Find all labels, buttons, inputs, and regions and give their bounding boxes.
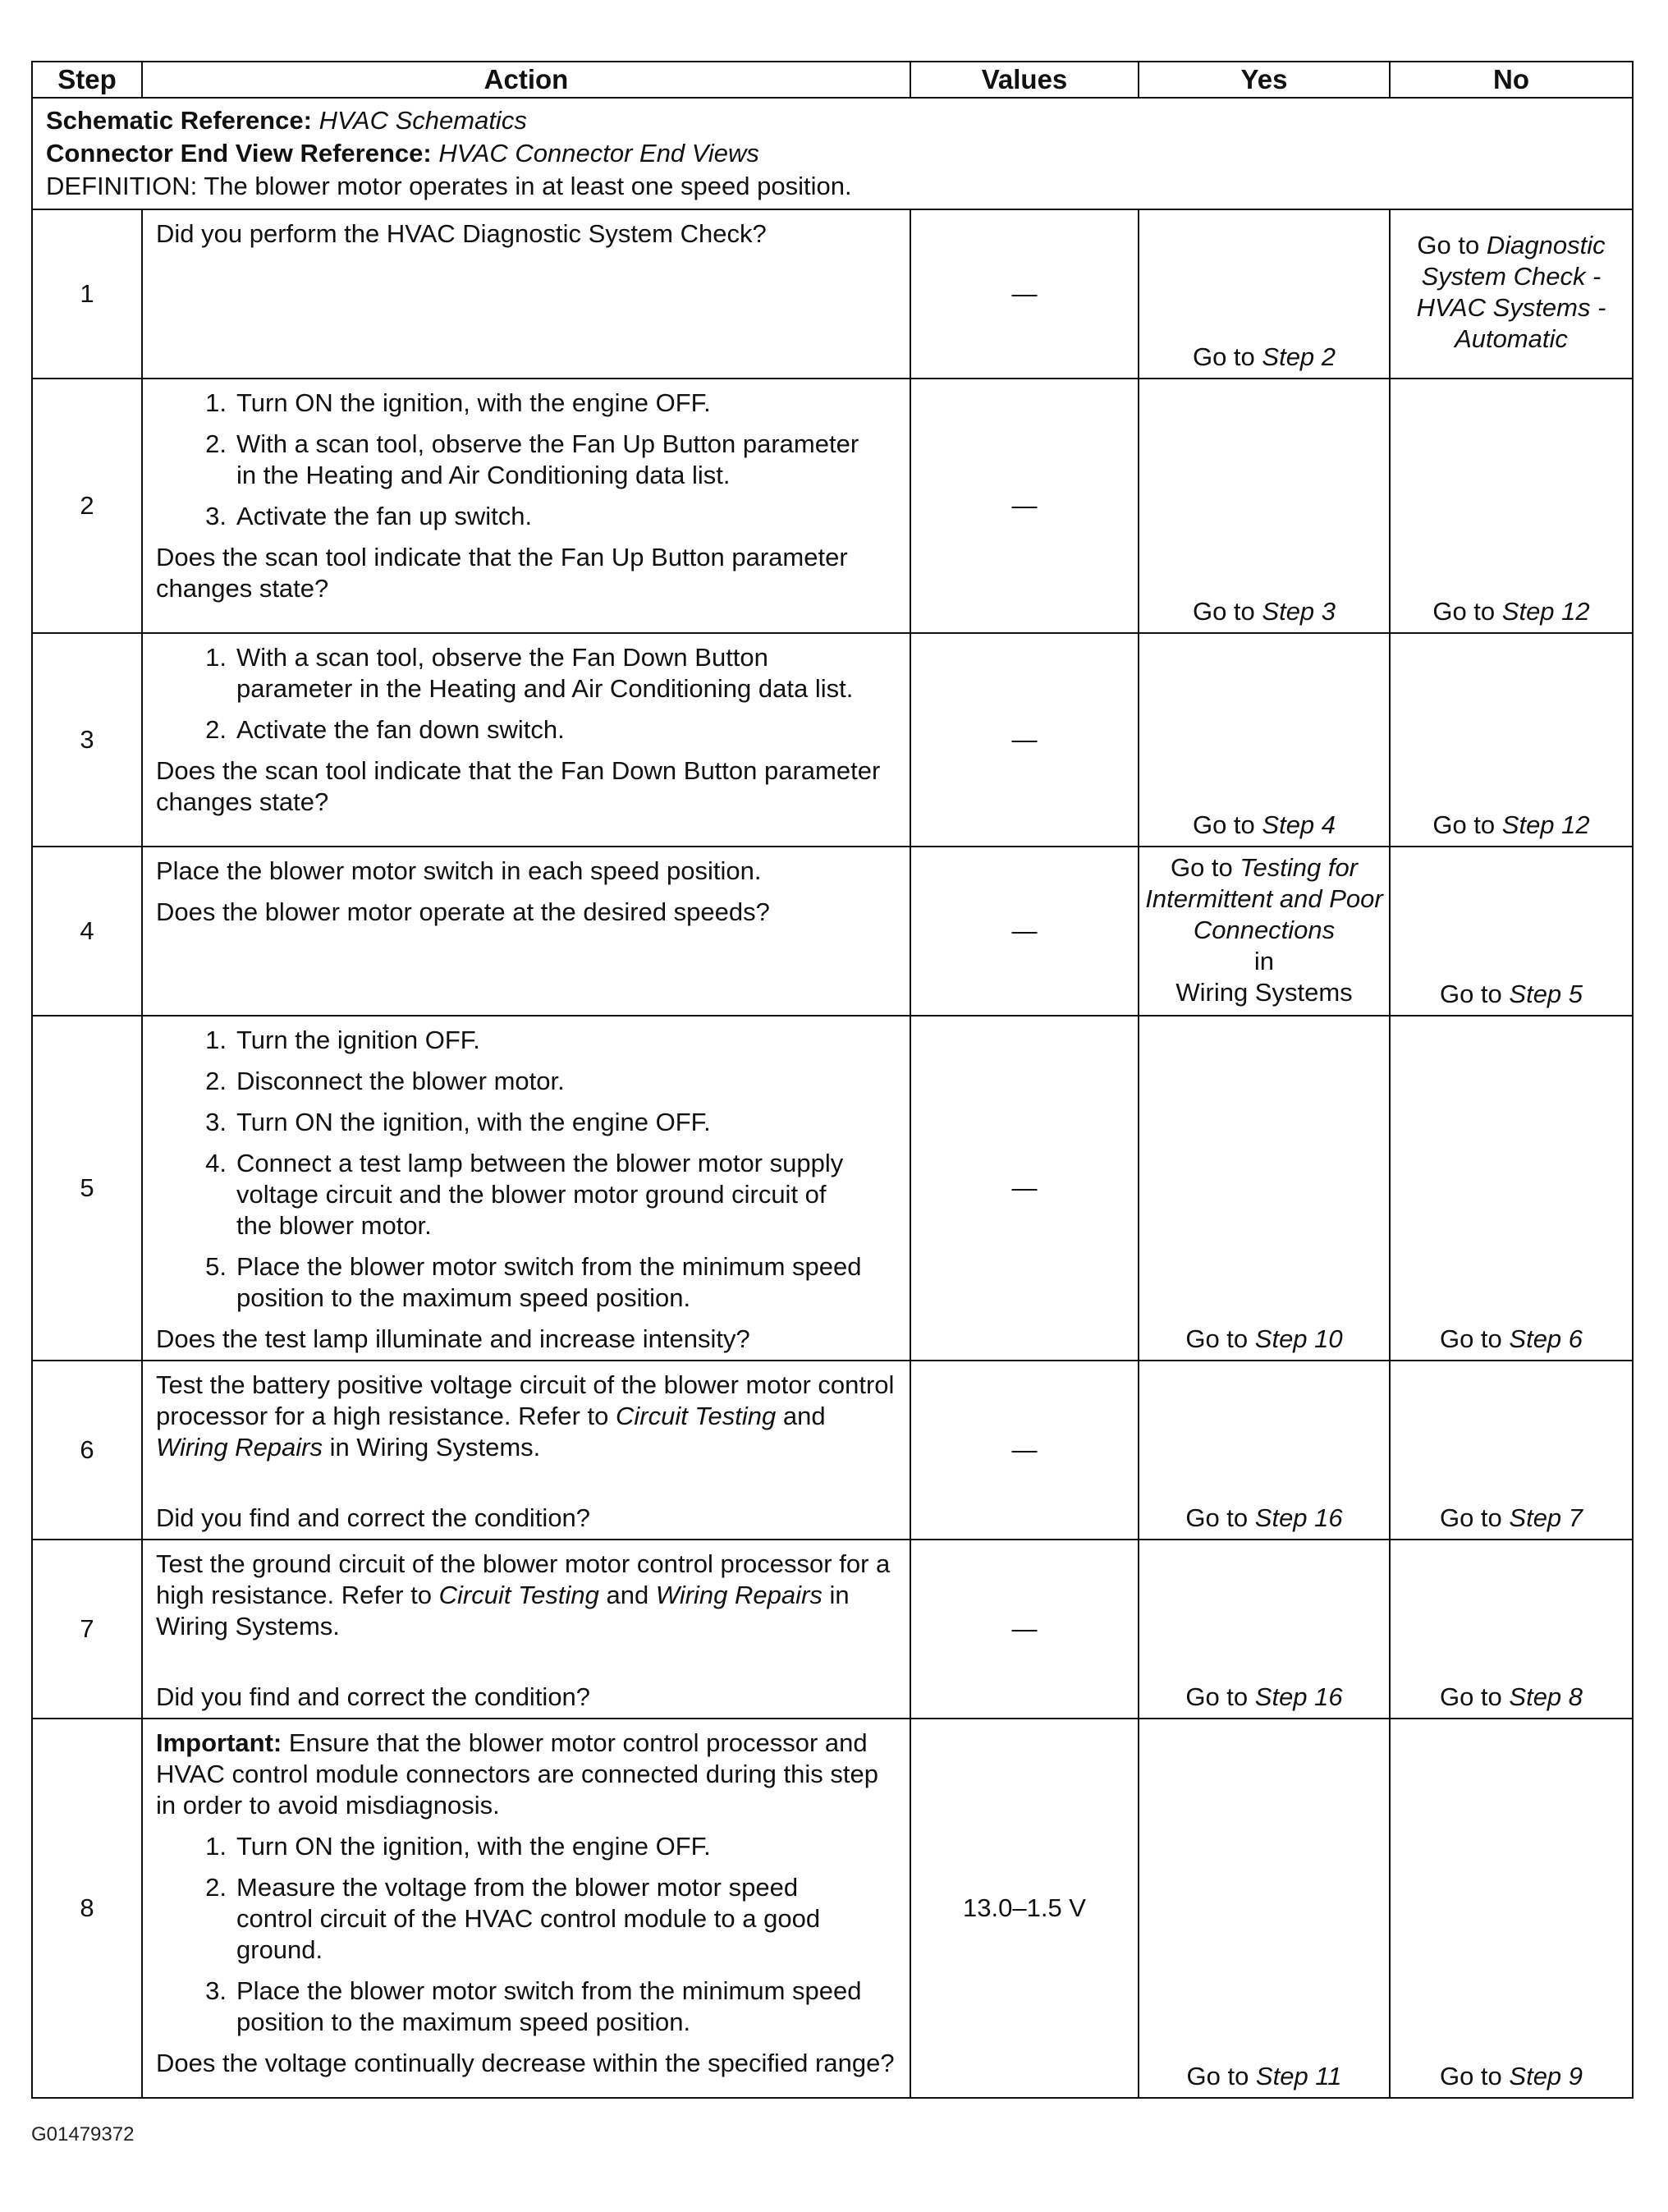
step-number: 1: [32, 209, 142, 379]
step-action: [142, 209, 910, 379]
step-yes: [1139, 379, 1390, 633]
header-no: No: [1390, 62, 1633, 98]
step-instructions: [156, 1025, 901, 1314]
no-result: [1391, 810, 1632, 841]
step-yes: [1139, 633, 1390, 847]
header-step: Step: [32, 62, 142, 98]
yes-link[interactable]: Testing for Intermittent and Poor Connections: [1145, 853, 1383, 944]
step-question: Did you find and correct the condition?: [156, 1503, 591, 1532]
list-item: 4. Connect a test lamp between the blower motor supply voltage circuit and the blower motor ground circuit of the blower motor.: [205, 1149, 844, 1240]
list-item: 2. With a scan tool, observe the Fan Up Button parameter in the Heating and Air Conditioning data list.: [205, 429, 859, 489]
no-prefix: Go to: [1439, 1503, 1510, 1532]
step-value: —: [910, 847, 1139, 1016]
yes-prefix: Go to: [1185, 1503, 1255, 1532]
step-row: [32, 633, 1633, 847]
no-result: [1391, 1503, 1632, 1534]
step-question: Does the blower motor operate at the desired speeds?: [156, 897, 770, 926]
step-row: [32, 379, 1633, 633]
list-item: 1. Turn the ignition OFF.: [205, 1026, 480, 1054]
no-link[interactable]: Step 12: [1501, 597, 1590, 626]
yes-link[interactable]: Step 16: [1254, 1503, 1343, 1532]
step-question: Did you find and correct the condition?: [156, 1682, 591, 1711]
step-question: Did you perform the HVAC Diagnostic System Check?: [156, 219, 767, 248]
no-prefix: Go to: [1432, 810, 1502, 839]
list-item: 2. Activate the fan down switch.: [205, 715, 565, 744]
list-item: 2. Measure the voltage from the blower motor speed control circuit of the HVAC control module to a good ground.: [205, 1873, 821, 1964]
step-number: 2: [32, 379, 142, 633]
step-action: [142, 1016, 910, 1361]
step-value: 13.0–1.5 V: [910, 1719, 1139, 2098]
header-row: [32, 62, 1633, 98]
no-result: [1391, 230, 1632, 355]
yes-result: [1143, 852, 1386, 946]
step-yes: [1139, 209, 1390, 379]
step-action: [142, 847, 910, 1016]
step-instructions: [156, 388, 901, 532]
header-yes: Yes: [1139, 62, 1390, 98]
step-value: —: [910, 1361, 1139, 1540]
definition-text: DEFINITION: The blower motor operates in at least one speed position.: [46, 172, 852, 200]
step-number: 6: [32, 1361, 142, 1540]
step-number: 4: [32, 847, 142, 1016]
no-link[interactable]: Step 6: [1509, 1324, 1583, 1353]
header-values: Values: [910, 62, 1139, 98]
no-result: [1391, 1682, 1632, 1713]
step-no: [1390, 1361, 1633, 1540]
yes-result-in: in: [1253, 947, 1275, 975]
yes-link[interactable]: Step 4: [1262, 810, 1336, 839]
no-link[interactable]: Step 12: [1501, 810, 1590, 839]
wiring-repairs-link[interactable]: Wiring Repairs: [655, 1581, 823, 1609]
step-no: [1390, 1540, 1633, 1719]
step-row: [32, 1719, 1633, 2098]
step-question: Does the scan tool indicate that the Fan Up Button parameter changes state?: [156, 543, 848, 603]
list-item: 1. Turn ON the ignition, with the engine OFF.: [205, 388, 711, 417]
yes-result: [1139, 810, 1389, 841]
diagnostic-table: [31, 61, 1634, 2099]
list-item: 3. Place the blower motor switch from the minimum speed position to the maximum speed position.: [205, 1976, 862, 2036]
list-item: 1. With a scan tool, observe the Fan Down Button parameter in the Heating and Air Conditioning data list.: [205, 643, 854, 703]
step-question: Does the test lamp illuminate and increase intensity?: [156, 1324, 750, 1353]
no-link[interactable]: Diagnostic System Check - HVAC Systems - Automatic: [1416, 231, 1606, 353]
step-instructions: [156, 1831, 901, 2038]
yes-prefix: Go to: [1192, 810, 1262, 839]
step-no: [1390, 1016, 1633, 1361]
step-yes: [1139, 847, 1390, 1016]
schematic-reference: [46, 105, 1620, 136]
no-prefix: Go to: [1439, 1682, 1510, 1711]
step-intro: Test the ground circuit of the blower motor control processor for a high resistance. Refer to Circuit Testing and Wiring Repairs in Wiring Systems.: [156, 1549, 891, 1641]
no-prefix: Go to: [1417, 231, 1487, 259]
no-result: [1391, 2061, 1632, 2092]
step-number: 5: [32, 1016, 142, 1361]
no-prefix: Go to: [1439, 980, 1510, 1008]
yes-result: [1139, 2061, 1389, 2092]
no-prefix: Go to: [1432, 597, 1502, 626]
step-value: —: [910, 379, 1139, 633]
step-action: [142, 1540, 910, 1719]
step-instructions: [156, 642, 901, 746]
no-link[interactable]: Step 7: [1509, 1503, 1583, 1532]
step-intro: Place the blower motor switch in each speed position.: [156, 856, 762, 885]
yes-prefix: Go to: [1192, 597, 1262, 626]
reference-cell: [32, 98, 1633, 209]
list-item: 1. Turn ON the ignition, with the engine OFF.: [205, 1832, 711, 1861]
important-label: Important:: [156, 1728, 282, 1757]
no-prefix: Go to: [1439, 1324, 1510, 1353]
step-action: [142, 379, 910, 633]
list-item: 3. Turn ON the ignition, with the engine OFF.: [205, 1108, 711, 1136]
reference-row: [32, 98, 1633, 209]
yes-link[interactable]: Step 16: [1254, 1682, 1343, 1711]
list-item: 3. Activate the fan up switch.: [205, 502, 533, 530]
step-no: [1390, 1719, 1633, 2098]
figure-code: G01479372: [31, 2123, 135, 2145]
no-link[interactable]: Step 5: [1509, 980, 1583, 1008]
step-intro: Test the battery positive voltage circuit of the blower motor control processor for a high resistance. Refer to Circuit Testing and Wiring Repairs in Wiring Systems.: [156, 1370, 895, 1462]
step-no: [1390, 379, 1633, 633]
circuit-testing-link[interactable]: Circuit Testing: [615, 1402, 777, 1430]
step-row: [32, 1361, 1633, 1540]
step-row: [32, 1540, 1633, 1719]
yes-result: [1139, 342, 1389, 373]
step-no: [1390, 633, 1633, 847]
no-link[interactable]: Step 9: [1509, 2062, 1583, 2090]
step-number: 3: [32, 633, 142, 847]
no-prefix: Go to: [1439, 2062, 1510, 2090]
yes-link[interactable]: Step 10: [1254, 1324, 1343, 1353]
list-item: 5. Place the blower motor switch from the minimum speed position to the maximum speed position.: [205, 1252, 862, 1312]
step-value: —: [910, 1540, 1139, 1719]
step-row: [32, 847, 1633, 1016]
no-result: [1391, 1324, 1632, 1355]
yes-link[interactable]: Step 2: [1262, 342, 1336, 371]
schematic-reference-link[interactable]: HVAC Schematics: [318, 106, 527, 135]
connector-reference: [46, 138, 1620, 169]
yes-link[interactable]: Step 11: [1255, 2062, 1342, 2090]
yes-prefix: Go to: [1192, 342, 1262, 371]
step-value: —: [910, 633, 1139, 847]
step-no: [1390, 847, 1633, 1016]
yes-result: [1139, 1324, 1389, 1355]
yes-prefix: Go to: [1170, 853, 1240, 882]
no-link[interactable]: Step 8: [1509, 1682, 1583, 1711]
step-action: [142, 633, 910, 847]
yes-result: [1139, 1503, 1389, 1534]
step-row: [32, 1016, 1633, 1361]
yes-prefix: Go to: [1186, 2062, 1256, 2090]
step-number: 8: [32, 1719, 142, 2098]
header-action: Action: [142, 62, 910, 98]
yes-link[interactable]: Step 3: [1262, 597, 1336, 626]
yes-result: [1139, 1682, 1389, 1713]
wiring-repairs-link[interactable]: Wiring Repairs: [156, 1433, 323, 1462]
connector-reference-label: Connector End View Reference:: [46, 139, 432, 168]
schematic-reference-label: Schematic Reference:: [46, 106, 312, 135]
yes-result-manual: Wiring Systems: [1175, 978, 1353, 1007]
step-yes: [1139, 1719, 1390, 2098]
yes-result: [1139, 596, 1389, 627]
yes-prefix: Go to: [1185, 1324, 1255, 1353]
step-value: —: [910, 209, 1139, 379]
step-action: [142, 1719, 910, 2098]
no-result: [1391, 979, 1632, 1010]
circuit-testing-link[interactable]: Circuit Testing: [438, 1581, 599, 1609]
step-yes: [1139, 1016, 1390, 1361]
step-question: Does the voltage continually decrease within the specified range?: [156, 2049, 895, 2077]
step-number: 7: [32, 1540, 142, 1719]
important-note: Important: Ensure that the blower motor control processor and HVAC control module connectors are connected during this step in order to avoid misdiagnosis.: [156, 1728, 878, 1820]
step-no: [1390, 209, 1633, 379]
step-row: [32, 209, 1633, 379]
step-yes: [1139, 1540, 1390, 1719]
yes-prefix: Go to: [1185, 1682, 1255, 1711]
connector-reference-link[interactable]: HVAC Connector End Views: [438, 139, 759, 168]
step-yes: [1139, 1361, 1390, 1540]
step-value: —: [910, 1016, 1139, 1361]
list-item: 2. Disconnect the blower motor.: [205, 1067, 565, 1095]
step-action: [142, 1361, 910, 1540]
no-result: [1391, 596, 1632, 627]
step-question: Does the scan tool indicate that the Fan Down Button parameter changes state?: [156, 756, 881, 816]
